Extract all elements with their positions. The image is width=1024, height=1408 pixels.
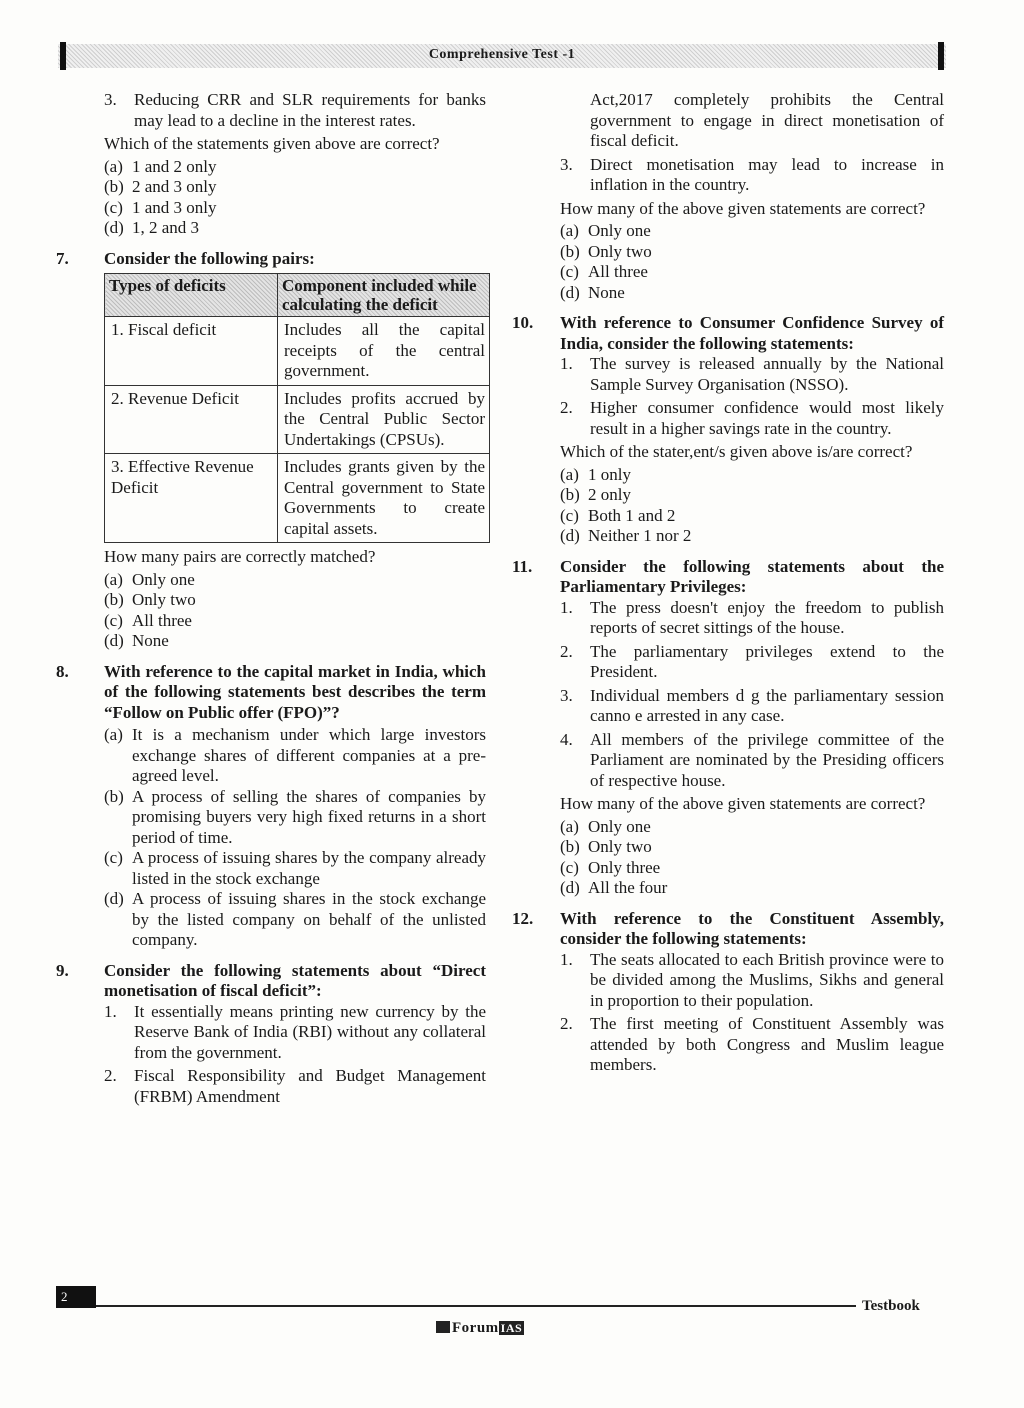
statement: 4. All members of the privilege committee of the Parliament are nominated by the Presiding officers of respective house. <box>560 729 944 790</box>
table-row <box>105 454 490 543</box>
question-number: 12. <box>512 908 534 928</box>
option[interactable]: (c) 1 and 3 only <box>104 197 217 217</box>
option[interactable]: (b) A process of selling the shares of companies by promising buyers very high fixed returns in a short period of time. <box>104 786 486 847</box>
question-prompt: Which of the stater,ent/s given above is/are correct? <box>560 442 913 461</box>
question-8 <box>56 662 486 951</box>
question-stem: Consider the following statements about the Parliamentary Privileges: <box>560 556 944 596</box>
logo-icon <box>436 1321 450 1333</box>
table-header-row <box>105 274 490 317</box>
statement: 1. The press doesn't enjoy the freedom to publish reports of secret sittings of the house. <box>560 597 944 637</box>
header-right-bar <box>938 42 944 70</box>
column-header: Types of deficits <box>105 274 278 317</box>
question-stem: With reference to the capital market in India, which of the following statements best describes the term “Follow on Public offer (FPO)”? <box>104 661 486 722</box>
options-list <box>104 157 486 239</box>
option[interactable]: (c) All three <box>560 262 648 281</box>
column-header: Component included while calculating the deficit <box>278 274 490 317</box>
deficits-table <box>104 273 490 543</box>
statements-list <box>560 598 944 792</box>
page-header <box>58 44 946 68</box>
question-7 <box>56 249 486 652</box>
statement: 3. Reducing CRR and SLR requirements for banks may lead to a decline in the interest rates. <box>104 90 486 130</box>
statement: 2. Fiscal Responsibility and Budget Management (FRBM) Amendment <box>104 1066 486 1106</box>
question-11 <box>512 557 944 899</box>
question-9-tail <box>512 90 944 303</box>
question-stem: With reference to Consumer Confidence Survey of India, consider the following statements: <box>560 313 944 353</box>
question-6-tail <box>56 90 486 239</box>
question-prompt: How many of the above given statements are correct? <box>560 794 926 813</box>
question-prompt: How many pairs are correctly matched? <box>104 547 376 566</box>
logo-badge: IAS <box>500 1321 523 1335</box>
option[interactable]: (a) 1 and 2 only <box>104 156 217 176</box>
statement: 1. It essentially means printing new currency by the Reserve Bank of India (RBI) without any collateral from the government. <box>104 1001 486 1062</box>
question-stem: Consider the following statements about “Direct monetisation of fiscal deficit”: <box>104 960 486 1000</box>
statement: 2. The parliamentary privileges extend to the President. <box>560 641 944 681</box>
option[interactable]: (d) Neither 1 nor 2 <box>560 526 692 545</box>
table-cell: Includes grants given by the Central government to State Governments to create capital assets. <box>278 454 490 543</box>
statement: 1. The seats allocated to each British province were to be divided among the Muslims, Sikhs and general in proportion to their population. <box>560 949 944 1010</box>
question-number: 11. <box>512 556 533 576</box>
statement: 3. Direct monetisation may lead to increase in inflation in the country. <box>560 154 944 194</box>
statements-list <box>560 354 944 439</box>
question-number: 8. <box>56 661 69 681</box>
options-list <box>560 465 944 547</box>
table-row <box>105 385 490 454</box>
statement: 2. The first meeting of Constituent Assembly was attended by both Congress and Muslim league members. <box>560 1014 944 1074</box>
footer-divider <box>96 1305 856 1307</box>
question-stem: Consider the following pairs: <box>104 248 315 268</box>
options-list <box>104 725 486 951</box>
option[interactable]: (a) Only one <box>560 816 651 836</box>
question-9 <box>56 961 486 1108</box>
right-column <box>512 90 944 1079</box>
options-list <box>560 221 944 303</box>
statements-list <box>104 1002 486 1108</box>
question-12 <box>512 909 944 1076</box>
question-number: 10. <box>512 313 534 332</box>
table-cell: 2. Revenue Deficit <box>105 385 278 454</box>
option[interactable]: (c) All three <box>104 610 192 630</box>
table-row <box>105 317 490 386</box>
options-list <box>104 570 486 652</box>
option[interactable]: (b) Only two <box>560 837 652 856</box>
question-prompt: Which of the statements given above are correct? <box>104 134 440 153</box>
table-cell: 3. Effective Revenue Deficit <box>105 454 278 543</box>
option[interactable]: (c) Both 1 and 2 <box>560 505 676 525</box>
table-cell: 1. Fiscal deficit <box>105 317 278 386</box>
option[interactable]: (d) 1, 2 and 3 <box>104 218 200 237</box>
question-prompt: How many of the above given statements are correct? <box>560 198 926 218</box>
table-cell: Includes all the capital receipts of the central government. <box>278 317 490 386</box>
options-list <box>560 817 944 899</box>
logo-text: Forum <box>452 1320 499 1336</box>
option[interactable]: (a) Only one <box>104 569 195 589</box>
footer-logo <box>436 1318 524 1339</box>
left-column <box>56 90 486 1110</box>
statement: 2. Higher consumer confidence would most likely result in a higher savings rate in the country. <box>560 398 944 438</box>
option[interactable]: (d) None <box>560 282 625 302</box>
option[interactable]: (b) 2 only <box>560 485 631 504</box>
statement-continuation: Act,2017 completely prohibits the Central government to engage in direct monetisation of fiscal deficit. <box>590 90 944 150</box>
option[interactable]: (d) All the four <box>560 878 668 897</box>
statement-text: Reducing CRR and SLR requirements for banks may lead to a decline in the interest rates. <box>134 90 486 130</box>
page-number: 2 <box>56 1286 96 1308</box>
option[interactable]: (a) 1 only <box>560 464 631 484</box>
option[interactable]: (c) Only three <box>560 857 661 877</box>
table-cell: Includes profits accrued by the Central Public Sector Undertakings (CPSUs). <box>278 385 490 454</box>
option[interactable]: (a) Only one <box>560 221 651 240</box>
question-stem: With reference to the Constituent Assembly, consider the following statements: <box>560 908 944 948</box>
option[interactable]: (b) Only two <box>560 241 652 261</box>
footer-publisher: Testbook <box>862 1298 920 1314</box>
header-title: Comprehensive Test -1 <box>428 47 576 62</box>
statements-list <box>560 950 944 1076</box>
option[interactable]: (c) A process of issuing shares by the company already listed in the stock exchange <box>104 848 486 888</box>
option[interactable]: (b) Only two <box>104 590 196 609</box>
option[interactable]: (b) 2 and 3 only <box>104 177 217 196</box>
statement: 1. The survey is released annually by the National Sample Survey Organisation (NSSO). <box>560 354 944 394</box>
statement: 3. Individual members d g the parliamentary session canno e arrested in any case. <box>560 685 944 725</box>
option[interactable]: (a) It is a mechanism under which large investors exchange shares of different companies at a pre-agreed level. <box>104 725 486 785</box>
question-number: 9. <box>56 960 69 980</box>
option[interactable]: (d) None <box>104 631 169 650</box>
question-10 <box>512 313 944 547</box>
option[interactable]: (d) A process of issuing shares in the stock exchange by the listed company on behalf of the unlisted company. <box>104 889 486 949</box>
question-number: 7. <box>56 248 69 268</box>
